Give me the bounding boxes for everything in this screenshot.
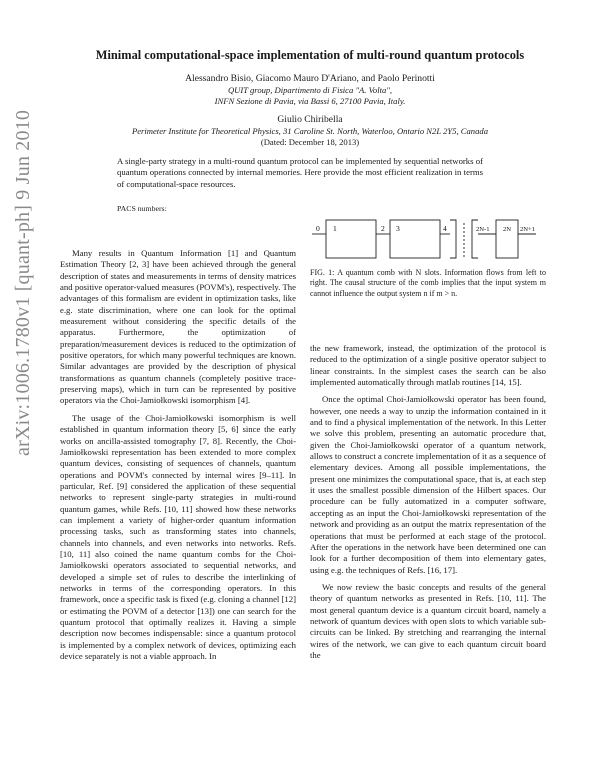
paragraph: the new framework, instead, the optimization of the protocol is reduced to the optimization of a single positive operator subject to linear constraints. In the simplest cases the search can be also implemented automatically through matlab routines [14, 15].	[310, 343, 546, 388]
comb-tooth-partial	[450, 220, 456, 258]
paragraph: Once the optimal Choi-Jamiołkowski operator has been found, however, one needs a way to unzip the information contained in it and to find a physical implementation of the network. In this Letter we solve this problem, presenting an automatic procedure that, given the Choi-Jamiołkowski operator of a quantum network, allows to construct a concrete implementation of it as a sequence of elementary devices. Among all possible implementations, the present one minimizes the computational space, that is, at each step it uses the smallest possible dimension of the Hilbert spaces. Our procedure can be fully automatized in a computer software, accepting as an input the Choi-Jamiołkowski representation of the network and providing as an output the matrix representation of the operations that must be performed at each stage of the protocol. After the operations in the network have been determined one can look for a further decomposition of them into elementary gates, using e.g. the techniques of Refs. [16, 17].	[310, 394, 546, 575]
paper-header	[60, 48, 560, 148]
quantum-comb-diagram	[310, 218, 546, 264]
affiliation-infn: INFN Sezione di Pavia, via Bassi 6, 27100 Pavia, Italy.	[214, 96, 406, 106]
paragraph: The usage of the Choi-Jamiołkowski isomorphism is well established in quantum information theory [5, 6] since the early works on ancilla-assisted tomography [7, 8]. Recently, the Choi-Jamiołkowski representation has been extended to more complex quantum devices, consisting of sequences of channels, quantum operations and POVM's connected by internal wires [9–11]. In particular, Ref. [9] considered the application of these sequential networks to represent single-party strategies in multi-round quantum games, while Refs. [10, 11] showed how these networks can implement a variety of higher-order quantum information processing tasks, such as transforming states into channels, channels into channels, and even networks into networks. Refs. [10, 11] also coined the name quantum combs for the Choi-Jamiołkowski operators associated to sequential networks, and developed a simple set of rules to describe the interlinking of networks in terms of the corresponding operators. In this framework, once a specific task is fixed (e.g. cloning a channel [12] or estimating the POVM of a detector [13]) one can search for the quantum protocol that optimally realizes it. Having a simple description now becomes indispensable: since a quantum protocol is implemented by a complex network of devices, optimizing each device separately is not a viable approach. In	[60, 412, 296, 662]
wire-label: 2N+1	[520, 226, 536, 233]
left-column	[60, 248, 296, 662]
figure-caption: FIG. 1: A quantum comb with N slots. Information flows from left to right. The causal structure of the comb implies that the input system m cannot influence the output system n if m > n.	[310, 268, 546, 298]
pacs-numbers: PACS numbers:	[117, 204, 167, 213]
arxiv-identifier: arXiv:1006.1780v1 [quant-ph] 9 Jun 2010	[12, 109, 34, 456]
affiliation-quit: QUIT group, Dipartimento di Fisica "A. Volta",	[227, 85, 393, 95]
paper-title: Minimal computational-space implementation of multi-round quantum protocols	[95, 48, 525, 62]
author-second: Giulio Chiribella	[277, 114, 343, 125]
abstract: A single-party strategy in a multi-round quantum protocol can be implemented by sequential networks of quantum operations connected by internal memories. Here provide the most efficient realization in terms of computational-space resources.	[117, 156, 483, 189]
paragraph: We now review the basic concepts and results of the general theory of quantum networks as presented in Refs. [10, 11]. The most general quantum device is a quantum circuit board, namely a network of quantum devices with open slots to which variable sub-circuits can be linked. By stretching and rearranging the internal wires of the network, we can give to each quantum circuit board the	[310, 581, 546, 660]
wire-label: 2N-1	[476, 226, 490, 233]
wire-label: 2N	[503, 226, 512, 233]
wire-label: 0	[316, 224, 320, 233]
wire-label: 2	[381, 224, 385, 233]
wire-label: 3	[396, 224, 400, 233]
wire-label: 1	[333, 224, 337, 233]
dated-line: (Dated: December 18, 2013)	[260, 137, 360, 147]
affiliation-perimeter: Perimeter Institute for Theoretical Physics, 31 Caroline St. North, Waterloo, Ontario N2L 2Y5, Canada	[131, 126, 488, 136]
figure-1	[310, 218, 546, 299]
right-column	[310, 343, 546, 661]
author-list: Alessandro Bisio, Giacomo Mauro D'Ariano, and Paolo Perinotti	[185, 73, 435, 84]
paragraph: Many results in Quantum Information [1] and Quantum Estimation Theory [2, 3] have been achieved through the general description of states and measurements in terms of density matrices and positive operator-valued measures (POVM's), respectively. The advantages of this formalism are evident in optimization tasks, like e.g. state discrimination, where one can look for the optimal measurement without considering the specific details of the apparatus. Furthermore, the optimization of preparation/measurement devices is reduced to the optimization of positive operators, for which many powerful techniques are known. Similar advantages are provided by the description of physical transformations as quantum channels (completely positive trace-preserving maps), which in turn can be represented by positive operators via the Choi-Jamiołkowski isomorphism [4].	[60, 248, 296, 406]
wire-label: 4	[443, 224, 447, 233]
